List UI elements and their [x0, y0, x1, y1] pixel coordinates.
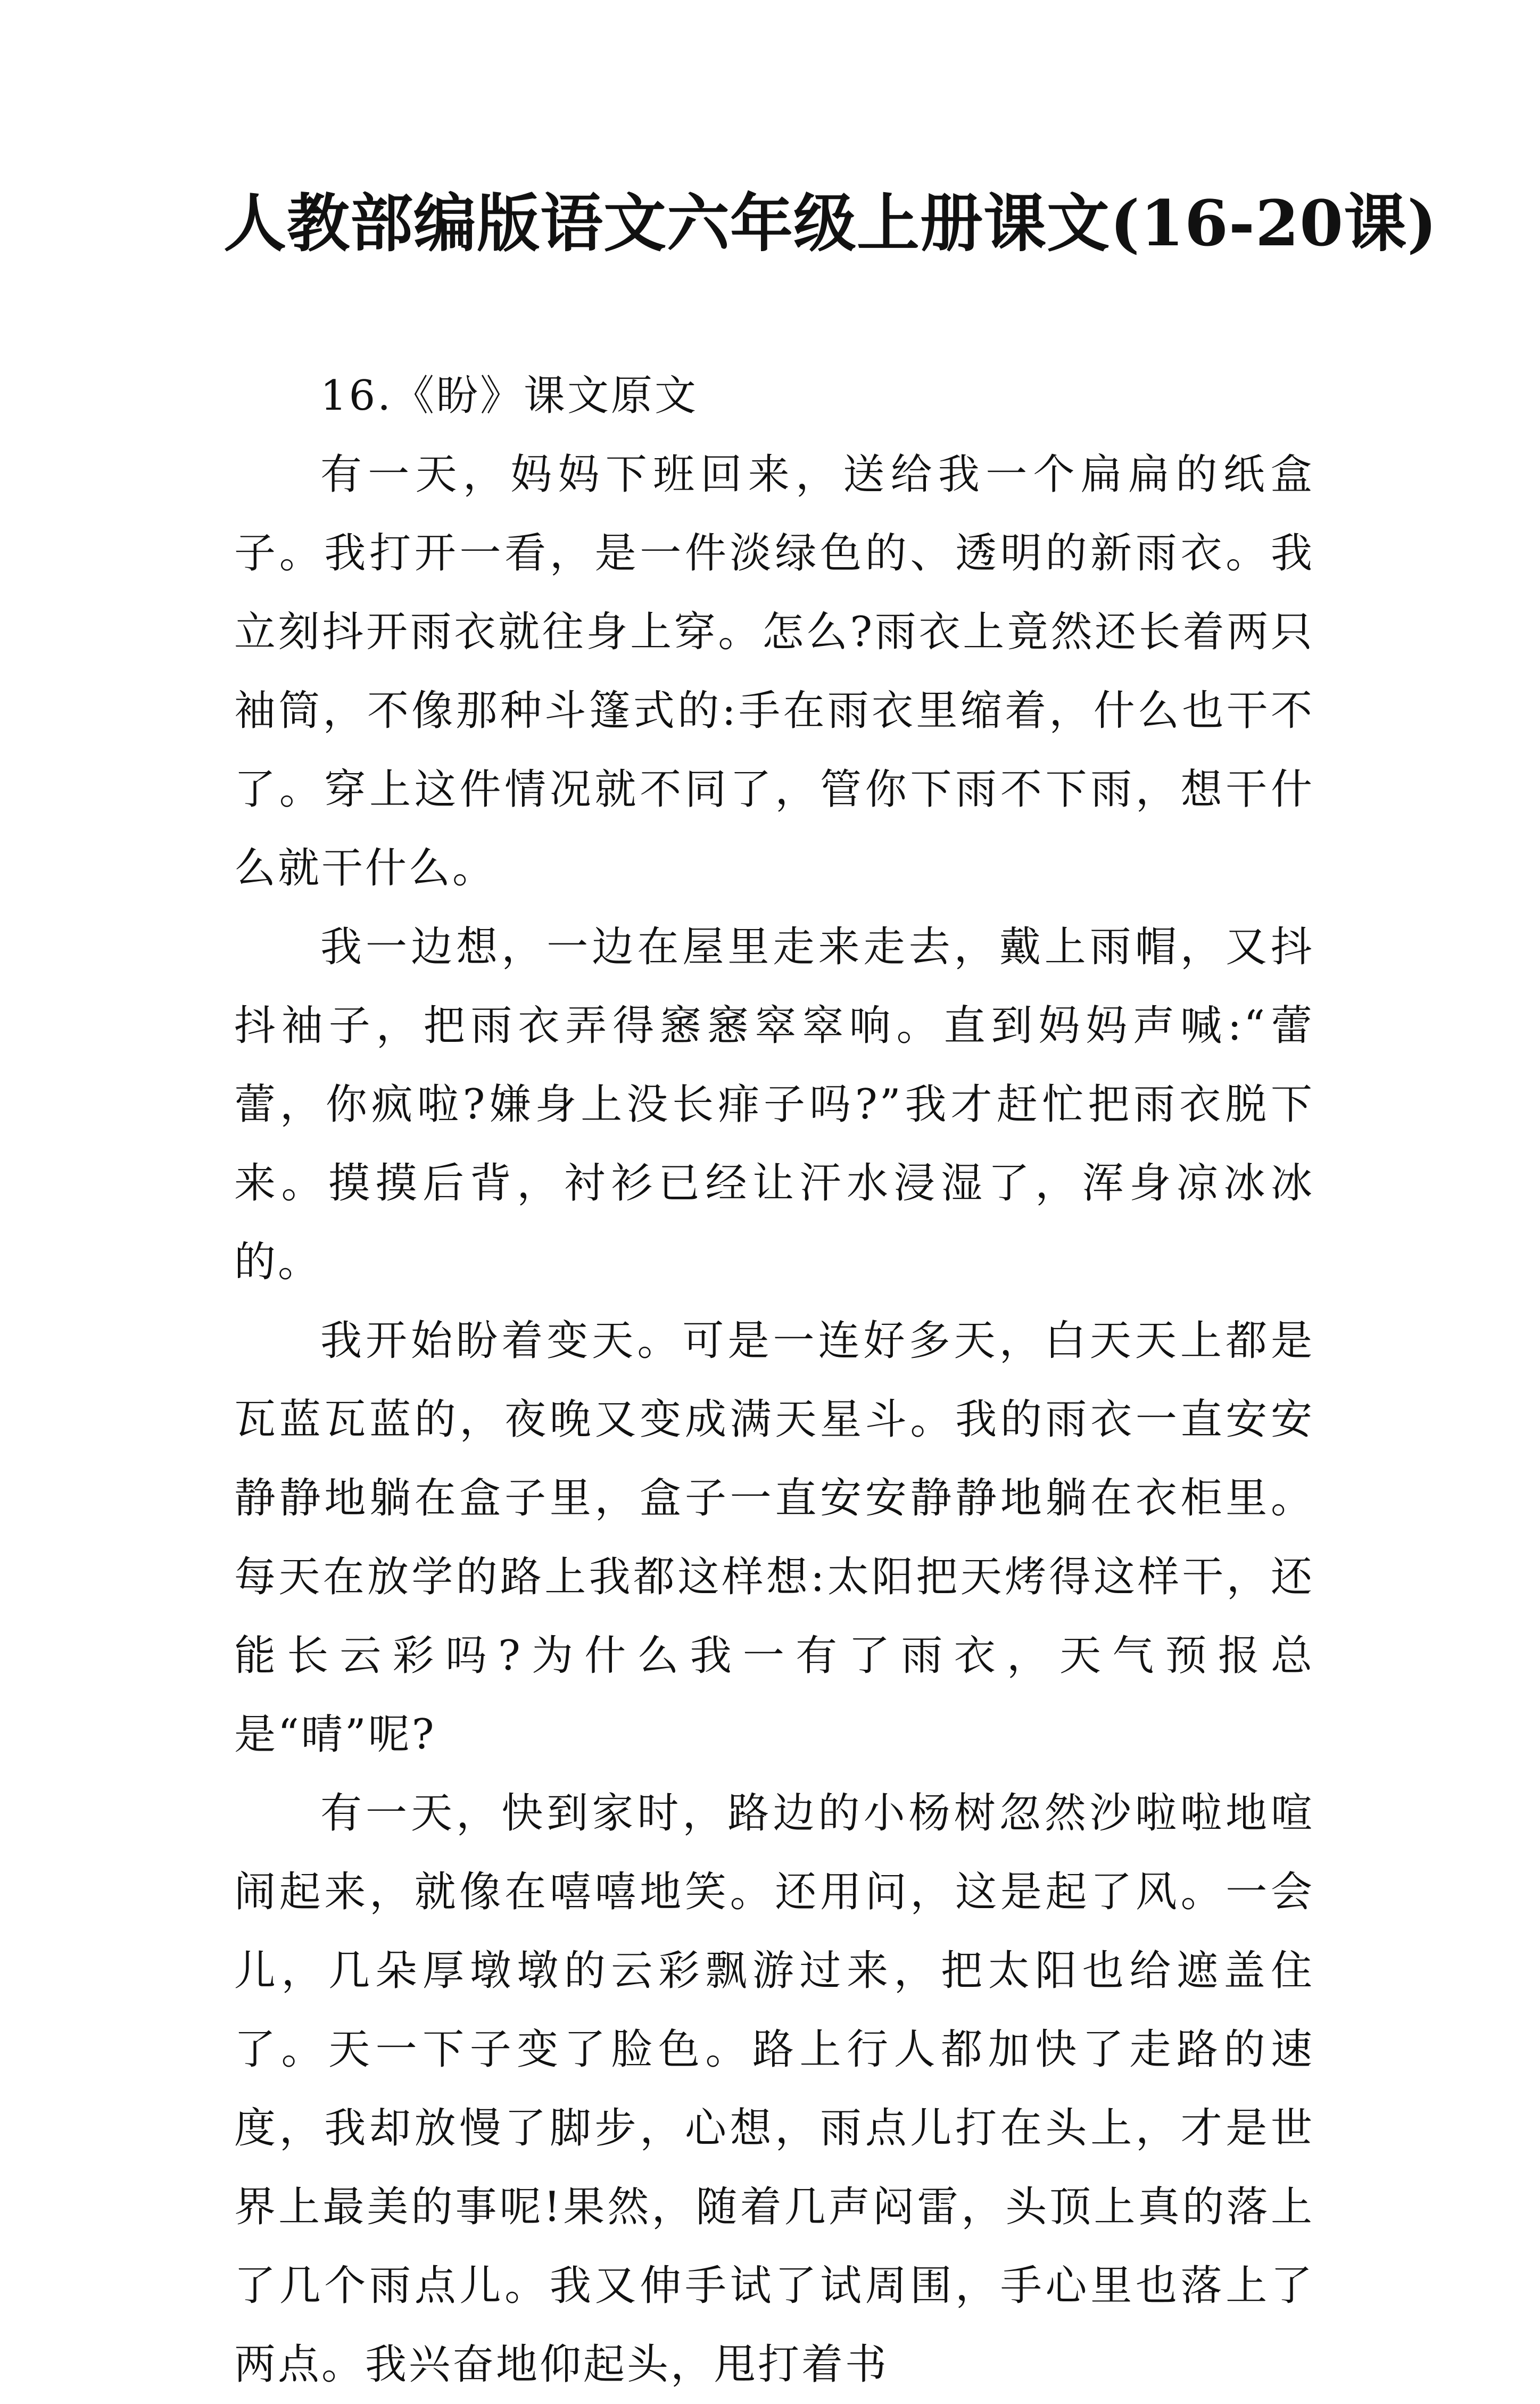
- paragraph: 有一天，妈妈下班回来，送给我一个扁扁的纸盒子。我打开一看，是一件淡绿色的、透明的新雨衣。我立刻抖开雨衣就往身上穿。怎么?雨衣上竟然还长着两只袖筒，不像那种斗篷式的:手在雨衣里缩着，什么也干不了。穿上这件情况就不同了，管你下雨不下雨，想干什么就干什么。: [234, 451, 1314, 892]
- document-title: 人教部编版语文六年级上册课文(16-20课): [223, 186, 1438, 260]
- paragraph: 我一边想，一边在屋里走来走去，戴上雨帽，又抖抖袖子，把雨衣弄得窸窸窣窣响。直到妈妈声喊:“蕾蕾，你疯啦?嫌身上没长痱子吗?”我才赶忙把雨衣脱下来。摸摸后背，衬衫已经让汗水浸湿了，浑身凉冰冰的。: [234, 923, 1314, 1286]
- lesson-heading: 16.《盼》课文原文: [320, 372, 699, 420]
- paragraph: 我开始盼着变天。可是一连好多天，白天天上都是瓦蓝瓦蓝的，夜晚又变成满天星斗。我的雨衣一直安安静静地躺在盒子里，盒子一直安安静静地躺在衣柜里。每天在放学的路上我都这样想:太阳把天烤得这样干，还能长云彩吗?为什么我一有了雨衣，天气预报总是“晴”呢?: [234, 1317, 1314, 1759]
- paragraph: 有一天，快到家时，路边的小杨树忽然沙啦啦地喧闹起来，就像在嘻嘻地笑。还用问，这是起了风。一会儿，几朵厚墩墩的云彩飘游过来，把太阳也给遮盖住了。天一下子变了脸色。路上行人都加快了走路的速度，我却放慢了脚步，心想，雨点儿打在头上，才是世界上最美的事呢!果然，随着几声闷雷，头顶上真的落上了几个雨点儿。我又伸手试了试周围，手心里也落上了两点。我兴奋地仰起头，甩打着书: [234, 1789, 1314, 2389]
- document-body: [234, 357, 1314, 2404]
